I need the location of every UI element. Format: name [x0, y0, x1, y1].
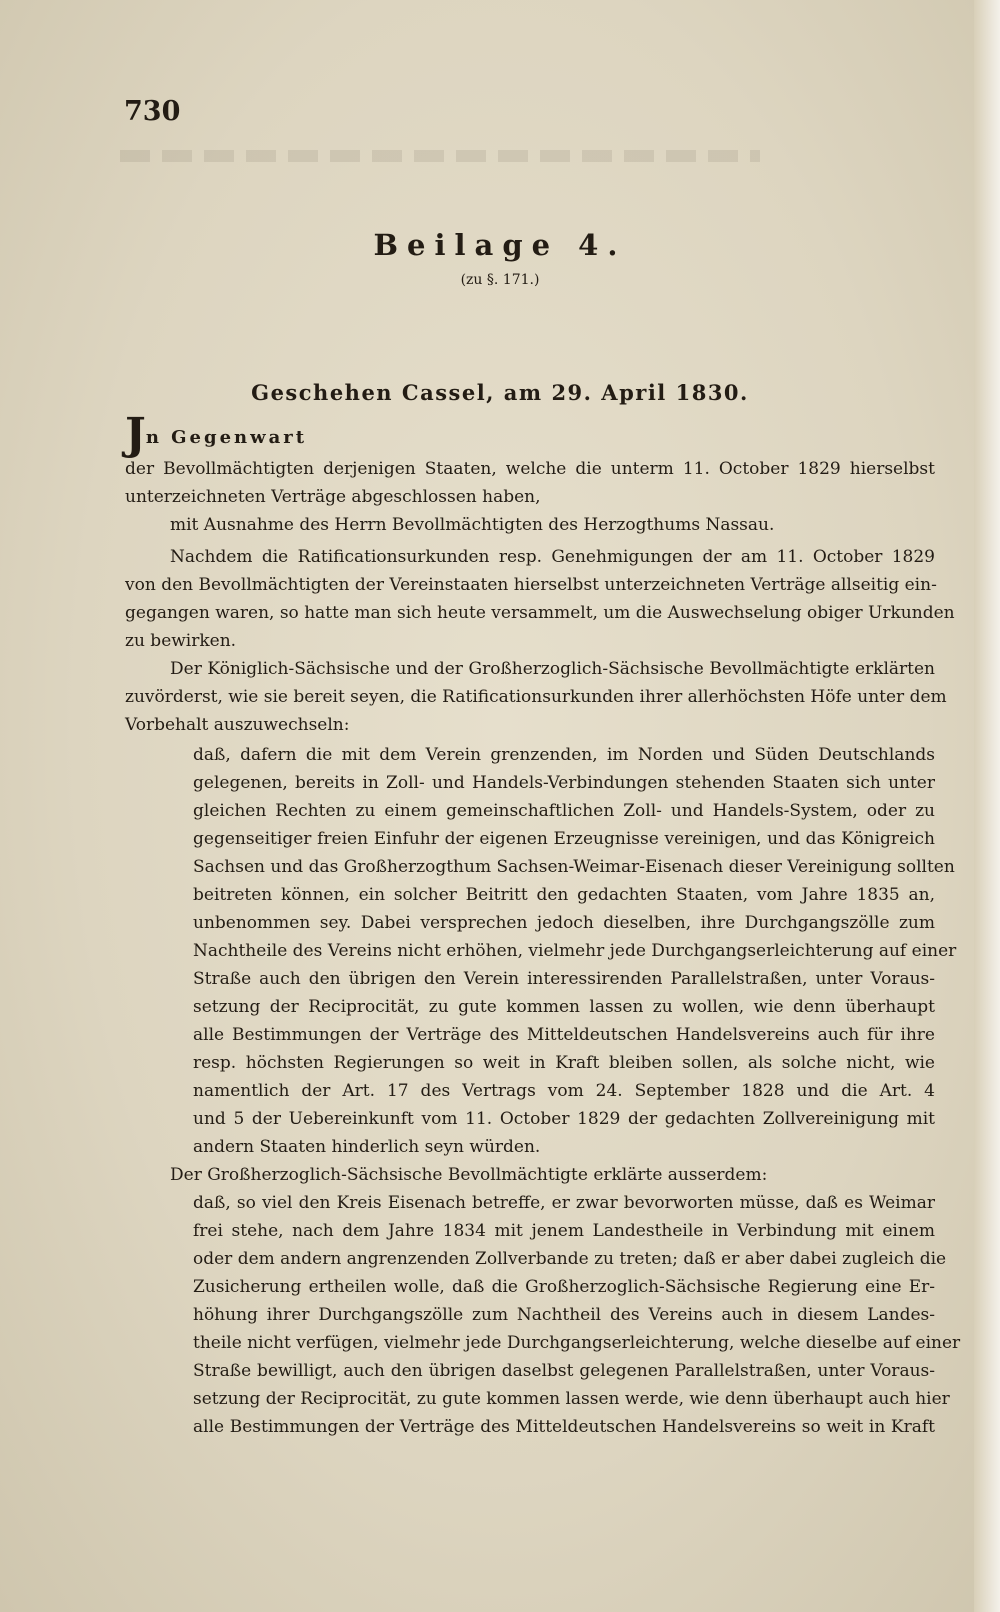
text-line: gegangen waren, so hatte man sich heute versammelt, um die Auswechselung obiger Urkunden	[125, 603, 955, 623]
text-line: mit Ausnahme des Herrn Bevollmächtigten des Herzogthums Nassau.	[170, 515, 775, 535]
text-line: Nachdem die Ratificationsurkunden resp. Genehmigungen der am 11. October 1829	[170, 547, 935, 567]
text-line: daß, dafern die mit dem Verein grenzenden, im Norden und Süden Deutschlands	[193, 745, 935, 765]
text-line: Straße bewilligt, auch den übrigen daselbst gelegenen Parallelstraßen, unter Voraus-	[193, 1361, 935, 1381]
drop-cap: J	[125, 409, 146, 460]
text-line: andern Staaten hinderlich seyn würden.	[193, 1137, 541, 1157]
text-line: namentlich der Art. 17 des Vertrags vom 24. September 1828 und die Art. 4	[193, 1081, 935, 1101]
text-line: gelegenen, bereits in Zoll- und Handels-Verbindungen stehenden Staaten sich unter	[193, 773, 935, 793]
text-line: gleichen Rechten zu einem gemeinschaftlichen Zoll- und Handels-System, oder zu	[193, 801, 935, 821]
text-line: unterzeichneten Verträge abgeschlossen haben,	[125, 487, 541, 507]
text-line: gegenseitiger freien Einfuhr der eigenen Erzeugnisse vereinigen, und das Königreich	[193, 829, 935, 849]
text-line: resp. höchsten Regierungen so weit in Kraft bleiben sollen, als solche nicht, wie	[193, 1053, 935, 1073]
text-line: frei stehe, nach dem Jahre 1834 mit jenem Landestheile in Verbindung mit einem	[193, 1221, 935, 1241]
text-line: alle Bestimmungen der Verträge des Mitteldeutschen Handelsvereins so weit in Kraft	[193, 1417, 935, 1437]
text-line: beitreten können, ein solcher Beitritt den gedachten Staaten, vom Jahre 1835 an,	[193, 885, 935, 905]
text-line: der Bevollmächtigten derjenigen Staaten, welche die unterm 11. October 1829 hierselbst	[125, 459, 935, 479]
text-line: daß, so viel den Kreis Eisenach betreffe, er zwar bevorworten müsse, daß es Weimar	[193, 1193, 935, 1213]
text-line: Der Königlich-Sächsische und der Großherzoglich-Sächsische Bevollmächtigte erklärten	[170, 659, 935, 679]
dateline: Geschehen Cassel, am 29. April 1830.	[251, 380, 749, 405]
text-line: Zusicherung ertheilen wolle, daß die Großherzoglich-Sächsische Regierung eine Er-	[193, 1277, 935, 1297]
show-through-marks	[120, 150, 760, 162]
text-line: zu bewirken.	[125, 631, 237, 651]
text-line: theile nicht verfügen, vielmehr jede Durchgangserleichterung, welche dieselbe auf einer	[193, 1333, 961, 1353]
section-reference: (zu §. 171.)	[460, 272, 540, 288]
text-line: setzung der Reciprocität, zu gute kommen lassen zu wollen, wie denn überhaupt	[193, 997, 935, 1017]
text-line: zuvörderst, wie sie bereit seyen, die Ratificationsurkunden ihrer allerhöchsten Höfe unter dem	[125, 687, 947, 707]
text-line: setzung der Reciprocität, zu gute kommen lassen werde, wie denn überhaupt auch hier	[193, 1389, 950, 1409]
text-line: Straße auch den übrigen den Verein interessirenden Parallelstraßen, unter Voraus-	[193, 969, 935, 989]
intro-line	[125, 409, 935, 460]
page-number: 730	[124, 96, 181, 127]
text-line: und 5 der Uebereinkunft vom 11. October 1829 der gedachten Zollvereinigung mit	[193, 1109, 935, 1129]
text-line: Vorbehalt auszuwechseln:	[125, 715, 350, 735]
text-line: höhung ihrer Durchgangszölle zum Nachtheil des Vereins auch in diesem Landes-	[193, 1305, 935, 1325]
intro-text: n Gegenwart	[145, 427, 308, 448]
text-line: Nachtheile des Vereins nicht erhöhen, vielmehr jede Durchgangserleichterung auf einer	[193, 941, 957, 961]
text-line: von den Bevollmächtigten der Vereinstaaten hierselbst unterzeichneten Verträge allseitig ein-	[125, 575, 937, 595]
text-line: Der Großherzoglich-Sächsische Bevollmächtigte erklärte ausserdem:	[170, 1165, 768, 1185]
text-line: oder dem andern angrenzenden Zollverbande zu treten; daß er aber dabei zugleich die	[193, 1249, 947, 1269]
appendix-heading: Beilage 4.	[373, 228, 627, 262]
text-line: alle Bestimmungen der Verträge des Mitteldeutschen Handelsvereins auch für ihre	[193, 1025, 935, 1045]
text-line: Sachsen und das Großherzogthum Sachsen-Weimar-Eisenach dieser Vereinigung sollten	[193, 857, 955, 877]
text-line: unbenommen sey. Dabei versprechen jedoch dieselben, ihre Durchgangszölle zum	[193, 913, 935, 933]
